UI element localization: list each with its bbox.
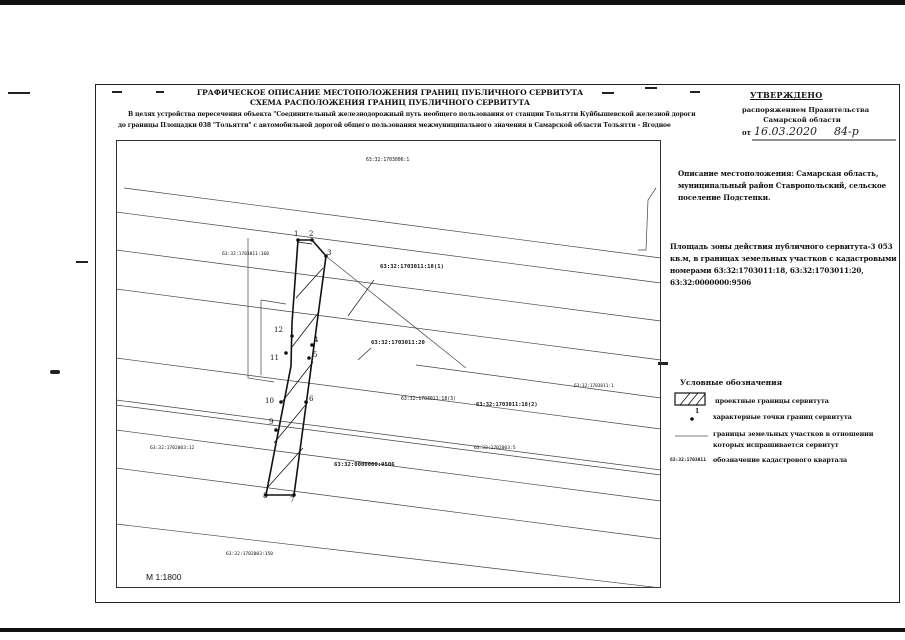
point-label: 12 (274, 326, 283, 334)
point-label: 11 (270, 354, 279, 362)
parcel-label: 63:32:1702003:12 (150, 446, 195, 451)
point-label: 3 (327, 249, 332, 257)
legend-item-points: характерные точки границ сервитута (713, 413, 852, 421)
parcel-label: 63:32:1702003:150 (226, 552, 274, 557)
point-label: 7 (290, 496, 295, 504)
approval-line1: распоряжением Правительства (742, 106, 870, 114)
parcel-label: 63:32:1703011:20 (371, 340, 425, 346)
scan-mark (50, 370, 60, 374)
legend-item-parcels: границы земельных участков в отношении (713, 430, 874, 438)
point-label: 4 (314, 336, 319, 344)
parcel-label: 63:32:1703011:160 (222, 252, 270, 257)
parcel-label: 63:32:0000000:9506 (334, 462, 395, 468)
point-label: 2 (309, 230, 314, 238)
header-subtitle: СХЕМА РАСПОЛОЖЕНИЯ ГРАНИЦ ПУБЛИЧНОГО СЕРВИТУТА (249, 98, 531, 107)
parcel-label: 63:32:1702003:5 (474, 446, 516, 451)
legend-hatch-icon (674, 392, 708, 408)
scan-mark (8, 92, 30, 94)
point-label: 5 (313, 351, 318, 359)
area-description: Площадь зоны действия публичного сервитута-3 053 кв.м, в границах земельных участков с кадастровыми номерами 63:32:1703011:18, 63:32:1703011:20, 63:32:0000000:9506 (670, 242, 897, 287)
legend-title: Условные обозначения (680, 378, 783, 387)
header-purpose-line1: В целях устройства пересечения объекта "Соединительный железнодорожный путь необщего пользования от станции Тольятти Куйбышевской железной дороги (128, 111, 696, 118)
legend-point-icon (688, 414, 698, 424)
approval-title: УТВЕРЖДЕНО (750, 90, 823, 100)
parcel-label: 63:32:1703011:18(1) (380, 264, 444, 270)
parcel-label: 63:32:1703006:1 (366, 158, 410, 163)
point-label: 6 (309, 395, 314, 403)
approval-number: 84-р (834, 125, 859, 138)
point-label: 9 (269, 418, 274, 426)
map-scale: М 1:1800 (146, 572, 182, 582)
legend-quarter-symbol: 63:32:1703011 (670, 458, 706, 463)
point-label: 8 (263, 492, 268, 500)
legend-point-number: 1 (695, 408, 700, 415)
legend-item-quarter: обозначение кадастрового квартала (713, 456, 848, 464)
header-purpose-line2: до границы Площадки 038 "Тольятти" с автомобильной дорогой общего пользования межмуниципального значения в Самарской области Тольятти - Ягодное (118, 122, 671, 129)
scan-mark (76, 261, 88, 263)
parcel-label: 63:32:1703011:18(3) (401, 397, 456, 402)
location-description: Описание местоположения: Самарская область, муниципальный район Ставропольский, сельское поселение Подстепки. (678, 169, 887, 202)
header-title: ГРАФИЧЕСКОЕ ОПИСАНИЕ МЕСТОПОЛОЖЕНИЯ ГРАНИЦ ПУБЛИЧНОГО СЕРВИТУТА (196, 88, 584, 97)
parcel-label: 63:32:1703011:1 (574, 384, 614, 389)
point-label: 1 (294, 230, 299, 238)
map-drawing (116, 140, 661, 588)
top-border (0, 0, 905, 5)
parcel-label: 63:32:1703011:18(2) (476, 402, 538, 408)
legend-line-icon (674, 434, 710, 438)
point-label: 10 (265, 397, 274, 405)
approval-date-prefix: от (742, 128, 752, 137)
legend-item-parcels-2: которых испрашивается сервитут (713, 441, 839, 449)
approval-underline (750, 138, 900, 142)
bottom-border (0, 628, 905, 632)
approval-line2: Самарской области (763, 116, 841, 124)
approval-date: 16.03.2020 (754, 125, 817, 138)
legend-item-boundary: проектные границы сервитута (715, 397, 829, 405)
map-area (116, 140, 661, 588)
